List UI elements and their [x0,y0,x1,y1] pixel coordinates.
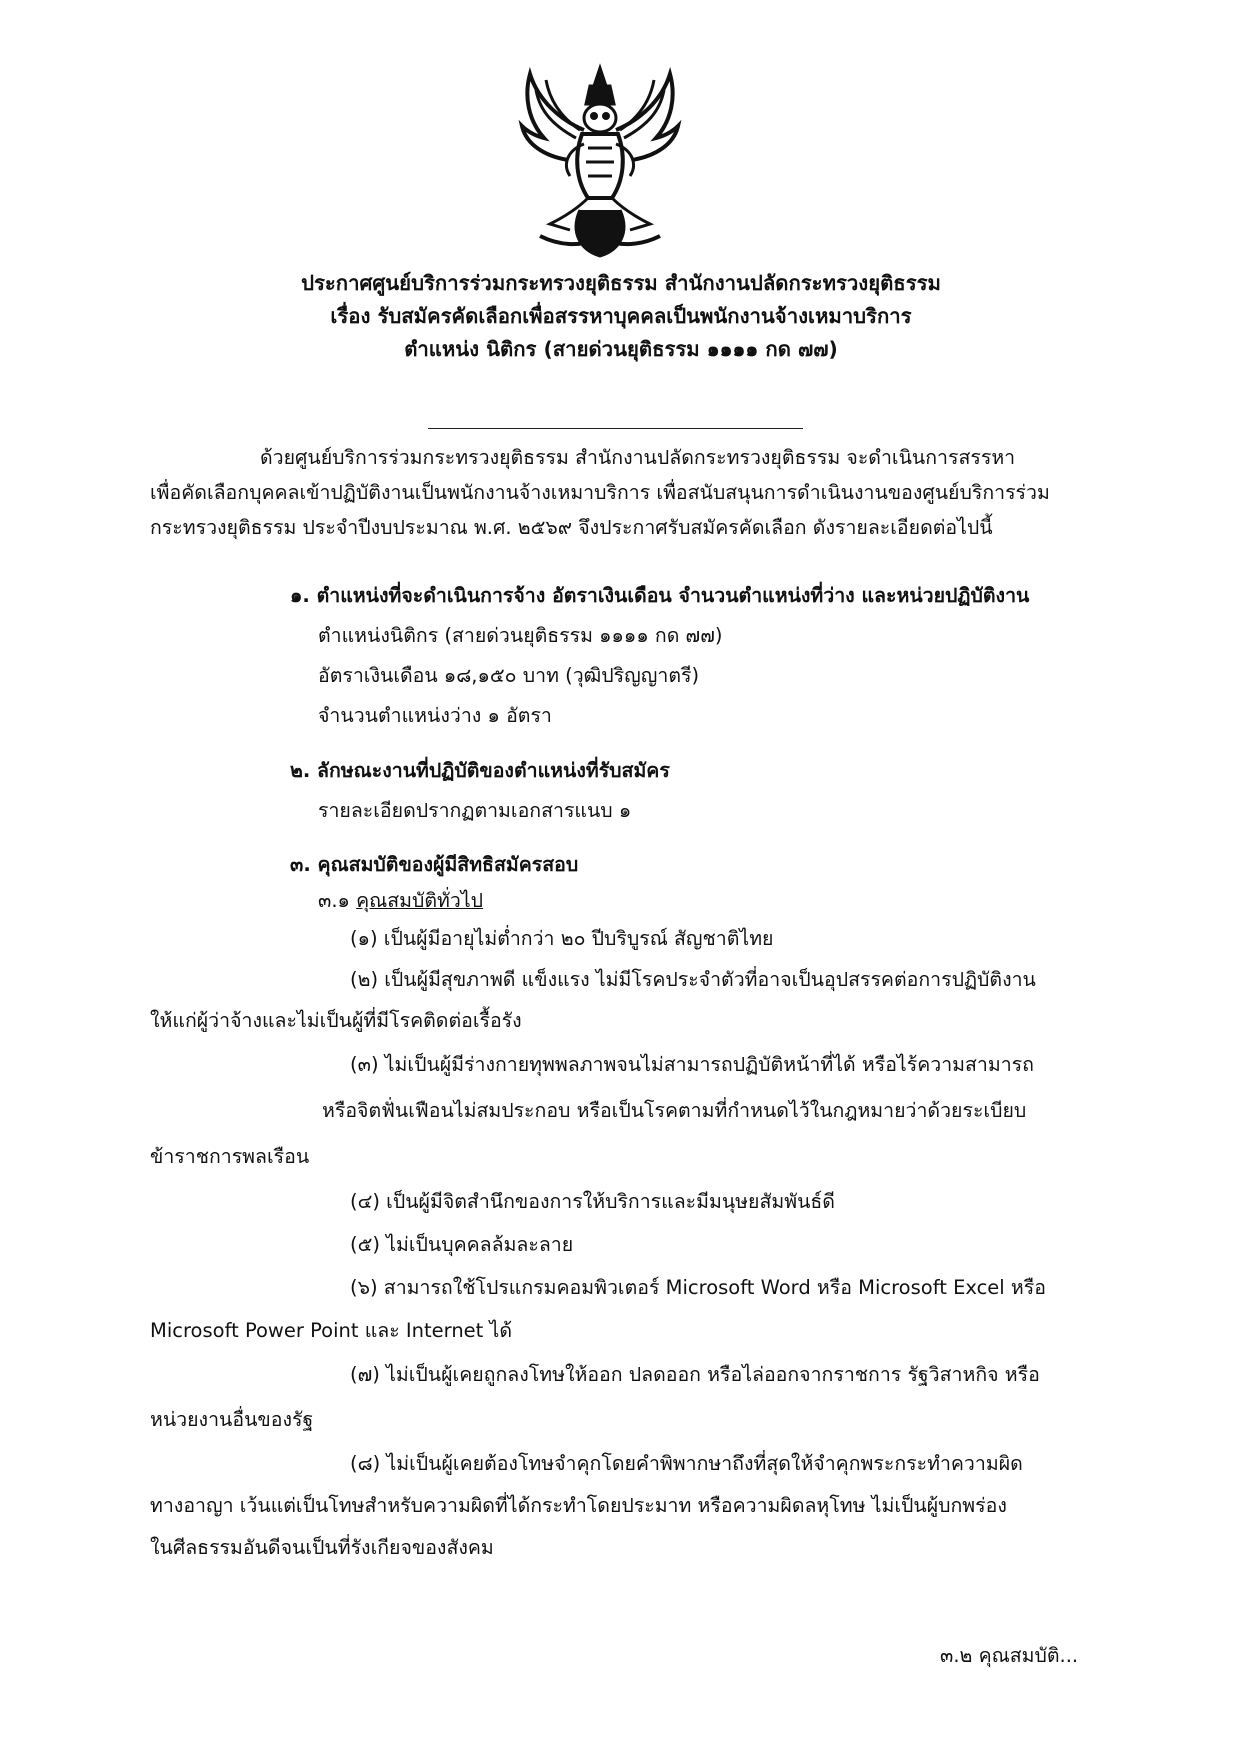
qualification-item-3-cont-2: ข้าราชการพลเรือน [150,1145,310,1168]
qualification-item-1: (๑) เป็นผู้มีอายุไม่ต่ำกว่า ๒๐ ปีบริบูรณ์ สัญชาติไทย [350,927,774,950]
section-2-heading: ๒. ลักษณะงานที่ปฏิบัติของตำแหน่งที่รับสมัคร [290,759,670,782]
vacancy-detail: จำนวนตำแหน่งว่าง ๑ อัตรา [318,704,552,727]
qualification-item-4: (๔) เป็นผู้มีจิตสำนึกของการให้บริการและมีมนุษยสัมพันธ์ดี [350,1190,835,1213]
qualification-item-7: (๗) ไม่เป็นผู้เคยถูกลงโทษให้ออก ปลดออก หรือไล่ออกจากราชการ รัฐวิสาหกิจ หรือ [350,1363,1040,1386]
position-detail: ตำแหน่งนิติกร (สายด่วนยุติธรรม ๑๑๑๑ กด ๗๗) [318,624,723,647]
section-3-heading: ๓. คุณสมบัติของผู้มีสิทธิสมัครสอบ [290,853,579,876]
intro-line-3: กระทรวงยุติธรรม ประจำปีงบประมาณ พ.ศ. ๒๕๖๙ จึงประกาศรับสมัครคัดเลือก ดังรายละเอียดต่อไปนี้ [150,516,993,539]
announcement-subject: เรื่อง รับสมัครคัดเลือกเพื่อสรรหาบุคคลเป็นพนักงานจ้างเหมาบริการ [330,304,912,328]
qualification-item-2-cont: ให้แก่ผู้ว่าจ้างและไม่เป็นผู้ที่มีโรคติดต่อเรื้อรัง [150,1009,522,1032]
intro-line-2: เพื่อคัดเลือกบุคคลเข้าปฏิบัติงานเป็นพนักงานจ้างเหมาบริการ เพื่อสนับสนุนการดำเนินงานของศูนย์บริการร่วม [150,481,1050,504]
announcement-position: ตำแหน่ง นิติกร (สายด่วนยุติธรรม ๑๑๑๑ กด ๗๗) [404,337,838,361]
qualification-item-7-cont: หน่วยงานอื่นของรัฐ [150,1408,314,1431]
continuation-marker: ๓.๒ คุณสมบัติ... [940,1644,1079,1667]
salary-detail: อัตราเงินเดือน ๑๘,๑๕๐ บาท (วุฒิปริญญาตรี) [318,664,700,687]
title-divider [428,428,803,429]
qualification-item-3-cont: หรือจิตฟั่นเฟือนไม่สมประกอบ หรือเป็นโรคตามที่กำหนดไว้ในกฎหมายว่าด้วยระเบียบ [322,1099,1027,1122]
qualification-item-6: (๖) สามารถใช้โปรแกรมคอมพิวเตอร์ Microsoft Word หรือ Microsoft Excel หรือ [350,1276,1046,1299]
qualification-item-2: (๒) เป็นผู้มีสุขภาพดี แข็งแรง ไม่มีโรคประจำตัวที่อาจเป็นอุปสรรคต่อการปฏิบัติงาน [350,968,1036,991]
subsection-number: ๓.๑ [318,889,350,912]
section-1-heading: ๑. ตำแหน่งที่จะดำเนินการจ้าง อัตราเงินเดือน จำนวนตำแหน่งที่ว่าง และหน่วยปฏิบัติงาน [290,584,1030,607]
announcement-title: ประกาศศูนย์บริการร่วมกระทรวงยุติธรรม สำนักงานปลัดกระทรวงยุติธรรม [301,271,941,295]
qualification-item-6-cont: Microsoft Power Point และ Internet ได้ [150,1319,512,1342]
subsection-heading: คุณสมบัติทั่วไป [356,889,484,912]
garuda-emblem-icon [510,60,690,260]
qualification-item-8-cont: ทางอาญา เว้นแต่เป็นโทษสำหรับความผิดที่ได้กระทำโดยประมาท หรือความผิดลหุโทษ ไม่เป็นผู้บกพร่อง [150,1494,1007,1517]
qualification-item-3: (๓) ไม่เป็นผู้มีร่างกายทุพพลภาพจนไม่สามารถปฏิบัติหน้าที่ได้ หรือไร้ความสามารถ [350,1053,1034,1076]
subsection-3-1 [318,886,483,916]
qualification-item-8-cont-2: ในศีลธรรมอันดีจนเป็นที่รังเกียจของสังคม [150,1536,494,1559]
qualification-item-5: (๕) ไม่เป็นบุคคลล้มละลาย [350,1233,574,1256]
qualification-item-8: (๘) ไม่เป็นผู้เคยต้องโทษจำคุกโดยคำพิพากษาถึงที่สุดให้จำคุกพระกระทำความผิด [350,1452,1023,1475]
section-2-detail: รายละเอียดปรากฏตามเอกสารแนบ ๑ [318,799,632,822]
intro-line-1: ด้วยศูนย์บริการร่วมกระทรวงยุติธรรม สำนักงานปลัดกระทรวงยุติธรรม จะดำเนินการสรรหา [260,446,1016,469]
